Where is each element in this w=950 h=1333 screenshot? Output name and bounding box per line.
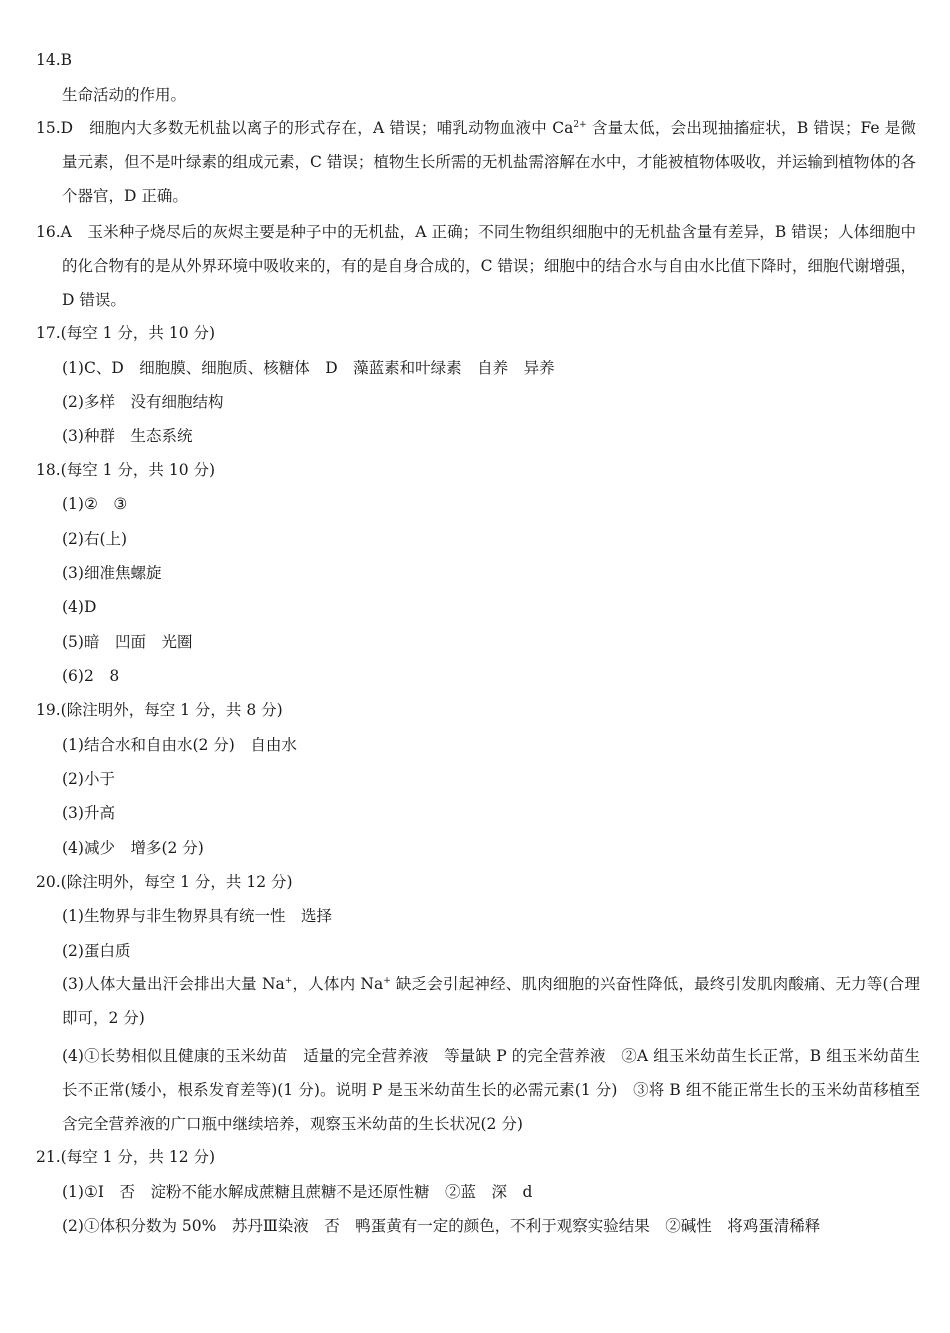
q20-a3-sup1: + [284, 976, 293, 986]
q14-number: 14.B [36, 51, 73, 69]
q19-answer-3: (3)升高 [62, 804, 115, 822]
q15-sup: 2+ [573, 120, 587, 130]
q19-header: 19.(除注明外，每空 1 分，共 8 分) [36, 701, 283, 719]
q17-header: 17.(每空 1 分，共 10 分) [36, 324, 216, 342]
q18-answer-3: (3)细准焦螺旋 [62, 564, 162, 582]
q20-a3-part1: (3)人体大量出汗会排出大量 Na [62, 975, 285, 993]
q18-header: 18.(每空 1 分，共 10 分) [36, 461, 216, 479]
q16-text: 16.A 玉米种子烧尽后的灰烬主要是种子中的无机盐，A 正确；不同生物组织细胞中的无机盐含量有差异，B 错误；人体细胞中的化合物有的是从外界环境中吸收来的，有的是自身合成的，C 错误；细胞中的结合水与自由水比值下降时，细胞代谢增强，D 错误。 [36, 223, 916, 309]
q20-answer-1: (1)生物界与非生物界具有统一性 选择 [62, 907, 332, 925]
q21-answer-1: (1)①Ⅰ 否 淀粉不能水解成蔗糖且蔗糖不是还原性糖 ②蓝 深 d [62, 1183, 533, 1201]
q16-answer [36, 215, 916, 317]
q21-answer-2: (2)①体积分数为 50% 苏丹Ⅲ染液 否 鸭蛋黄有一定的颜色，不利于观察实验结果 ②碱性 将鸡蛋清稀释 [62, 1217, 821, 1235]
q21-header: 21.(每空 1 分，共 12 分) [36, 1148, 216, 1166]
q20-a3-part2: ，人体内 Na [292, 975, 384, 993]
q19-answer-1: (1)结合水和自由水(2 分) 自由水 [62, 736, 297, 754]
q20-answer-3 [62, 967, 920, 1035]
q20-a3-part3: 缺乏会引起神经、肌肉细胞的兴奋性降低，最终引发肌肉酸痛、无力等(合理即可，2 分) [62, 975, 920, 1027]
q19-answer-2: (2)小于 [62, 770, 115, 788]
q18-answer-5: (5)暗 凹面 光圈 [62, 633, 193, 651]
q19-answer-4: (4)减少 增多(2 分) [62, 839, 204, 857]
q17-answer-1: (1)C、D 细胞膜、细胞质、核糖体 D 藻蓝素和叶绿素 自养 异养 [62, 359, 555, 377]
q15-text2: 含量太低，会出现抽搐症状，B 错误；Fe 是微量元素，但不是叶绿素的组成元素，C 错误；植物生长所需的无机盐需溶解在水中，才能被植物体吸收，并运输到植物体的各个器官，D 正确。 [62, 119, 916, 205]
q14-text: 生命活动的作用。 [62, 86, 187, 104]
q20-header: 20.(除注明外，每空 1 分，共 12 分) [36, 873, 293, 891]
q18-answer-6: (6)2 8 [62, 667, 120, 685]
q18-answer-1: (1)② ③ [62, 495, 128, 513]
q18-answer-4: (4)D [62, 598, 97, 616]
q20-a3-sup2: + [383, 976, 391, 986]
q20-answer-2: (2)蛋白质 [62, 942, 131, 960]
q17-answer-2: (2)多样 没有细胞结构 [62, 393, 224, 411]
q18-answer-2: (2)右(上) [62, 530, 128, 548]
q20-answer-4: (4)①长势相似且健康的玉米幼苗 适量的完全营养液 等量缺 P 的完全营养液 ②A 组玉米幼苗生长正常，B 组玉米幼苗生长不正常(矮小，根系发育差等)(1 分)。说明 P 是玉米幼苗生长的必需元素(1 分) ③将 B 组不能正常生长的玉米幼苗移植至含完全营养液的广口瓶中继续培养，观察玉米幼苗的生长状况(2 分) [62, 1047, 920, 1133]
q15-text: 15.D 细胞内大多数无机盐以离子的形式存在，A 错误；哺乳动物血液中 Ca [36, 119, 574, 137]
q15-answer [36, 111, 916, 213]
q17-answer-3: (3)种群 生态系统 [62, 427, 193, 445]
